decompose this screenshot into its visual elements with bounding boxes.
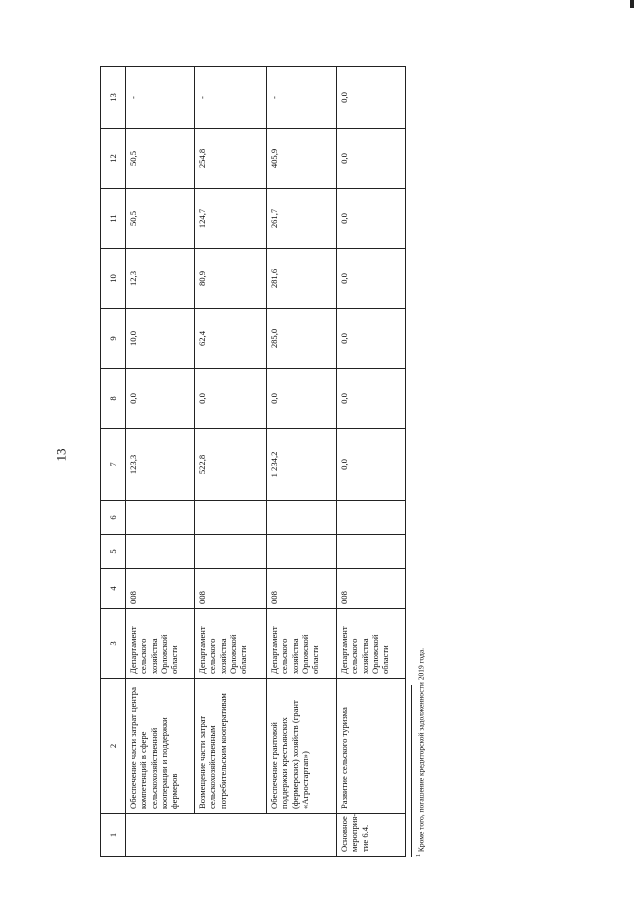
table-row [126, 67, 195, 857]
cell-event-name: Развитие сельского туризма [337, 679, 406, 814]
footnote-marker: 1 [416, 854, 422, 857]
cell-event-code [126, 814, 195, 857]
cell-value: 10,0 [126, 309, 195, 369]
cell-value: 50,5 [126, 129, 195, 189]
cell-col6 [337, 501, 406, 535]
footnote [416, 157, 426, 857]
cell-event-code [267, 814, 337, 857]
cell-value: 0,0 [337, 67, 406, 129]
header-cell: 6 [101, 501, 126, 535]
cell-event-code [195, 814, 267, 857]
cell-value: 50,5 [126, 189, 195, 249]
cell-total: 522,8 [195, 429, 267, 501]
cell-value: 0,0 [126, 369, 195, 429]
cell-value: 261,7 [267, 189, 337, 249]
footnote-text: Кроме того, погашение кредиторской задолженности 2019 года. [416, 647, 426, 853]
cell-value: 405,9 [267, 129, 337, 189]
cell-total: 123,3 [126, 429, 195, 501]
header-cell: 5 [101, 535, 126, 569]
header-cell: 4 [101, 569, 126, 609]
header-cell: 3 [101, 609, 126, 679]
cell-value: 62,4 [195, 309, 267, 369]
cell-col5 [126, 535, 195, 569]
cell-total: 0,0 [337, 429, 406, 501]
cell-executor: Департамент сельского хозяйства Орловской области [195, 609, 267, 679]
cell-col6 [126, 501, 195, 535]
cell-col5 [267, 535, 337, 569]
header-cell: 12 [101, 129, 126, 189]
cell-col5 [195, 535, 267, 569]
cell-value: 0,0 [337, 189, 406, 249]
cell-value: 0,0 [337, 309, 406, 369]
cell-executor: Департамент сельского хозяйства Орловской области [126, 609, 195, 679]
header-cell: 13 [101, 67, 126, 129]
header-cell: 10 [101, 249, 126, 309]
cell-value: 12,3 [126, 249, 195, 309]
cell-event-name: Обеспечение грантовой поддержки крестьянских (фермерских) хозяйств (грант «Агростартап») [267, 679, 337, 814]
table-header-row [101, 67, 126, 857]
cell-grbs: 008 [337, 569, 406, 609]
table-row [337, 67, 406, 857]
cell-col6 [195, 501, 267, 535]
header-cell: 1 [101, 814, 126, 857]
header-cell: 11 [101, 189, 126, 249]
cell-executor: Департамент сельского хозяйства Орловской области [267, 609, 337, 679]
table-row [267, 67, 337, 857]
budget-table [100, 66, 406, 857]
cell-value: 285,0 [267, 309, 337, 369]
page-edge-mark [630, 0, 634, 8]
cell-grbs: 008 [195, 569, 267, 609]
cell-col6 [267, 501, 337, 535]
cell-value: 281,6 [267, 249, 337, 309]
cell-value: 0,0 [337, 249, 406, 309]
cell-value: 124,7 [195, 189, 267, 249]
cell-event-name: Обеспечение части затрат центра компетенций в сфере сельскохозяйственной кооперации и поддержки фермеров [126, 679, 195, 814]
cell-grbs: 008 [267, 569, 337, 609]
cell-value: - [195, 67, 267, 129]
cell-executor: Департамент сельского хозяйства Орловской области [337, 609, 406, 679]
cell-value: 80,9 [195, 249, 267, 309]
header-cell: 7 [101, 429, 126, 501]
table-row [195, 67, 267, 857]
cell-value: - [126, 67, 195, 129]
cell-col5 [337, 535, 406, 569]
header-cell: 8 [101, 369, 126, 429]
cell-grbs: 008 [126, 569, 195, 609]
cell-value: - [267, 67, 337, 129]
cell-value: 254,8 [195, 129, 267, 189]
cell-value: 0,0 [195, 369, 267, 429]
header-cell: 9 [101, 309, 126, 369]
cell-event-code: Основное мероприя-тие 6.4. [337, 814, 406, 857]
header-cell: 2 [101, 679, 126, 814]
cell-value: 0,0 [267, 369, 337, 429]
cell-value: 0,0 [337, 369, 406, 429]
page-number: 13 [53, 448, 68, 462]
cell-value: 0,0 [337, 129, 406, 189]
cell-total: 1 234,2 [267, 429, 337, 501]
cell-event-name: Возмещение части затрат сельскохозяйственным потребительским кооперативам [195, 679, 267, 814]
rotated-page-content [100, 67, 435, 857]
footnote-divider [411, 685, 412, 857]
